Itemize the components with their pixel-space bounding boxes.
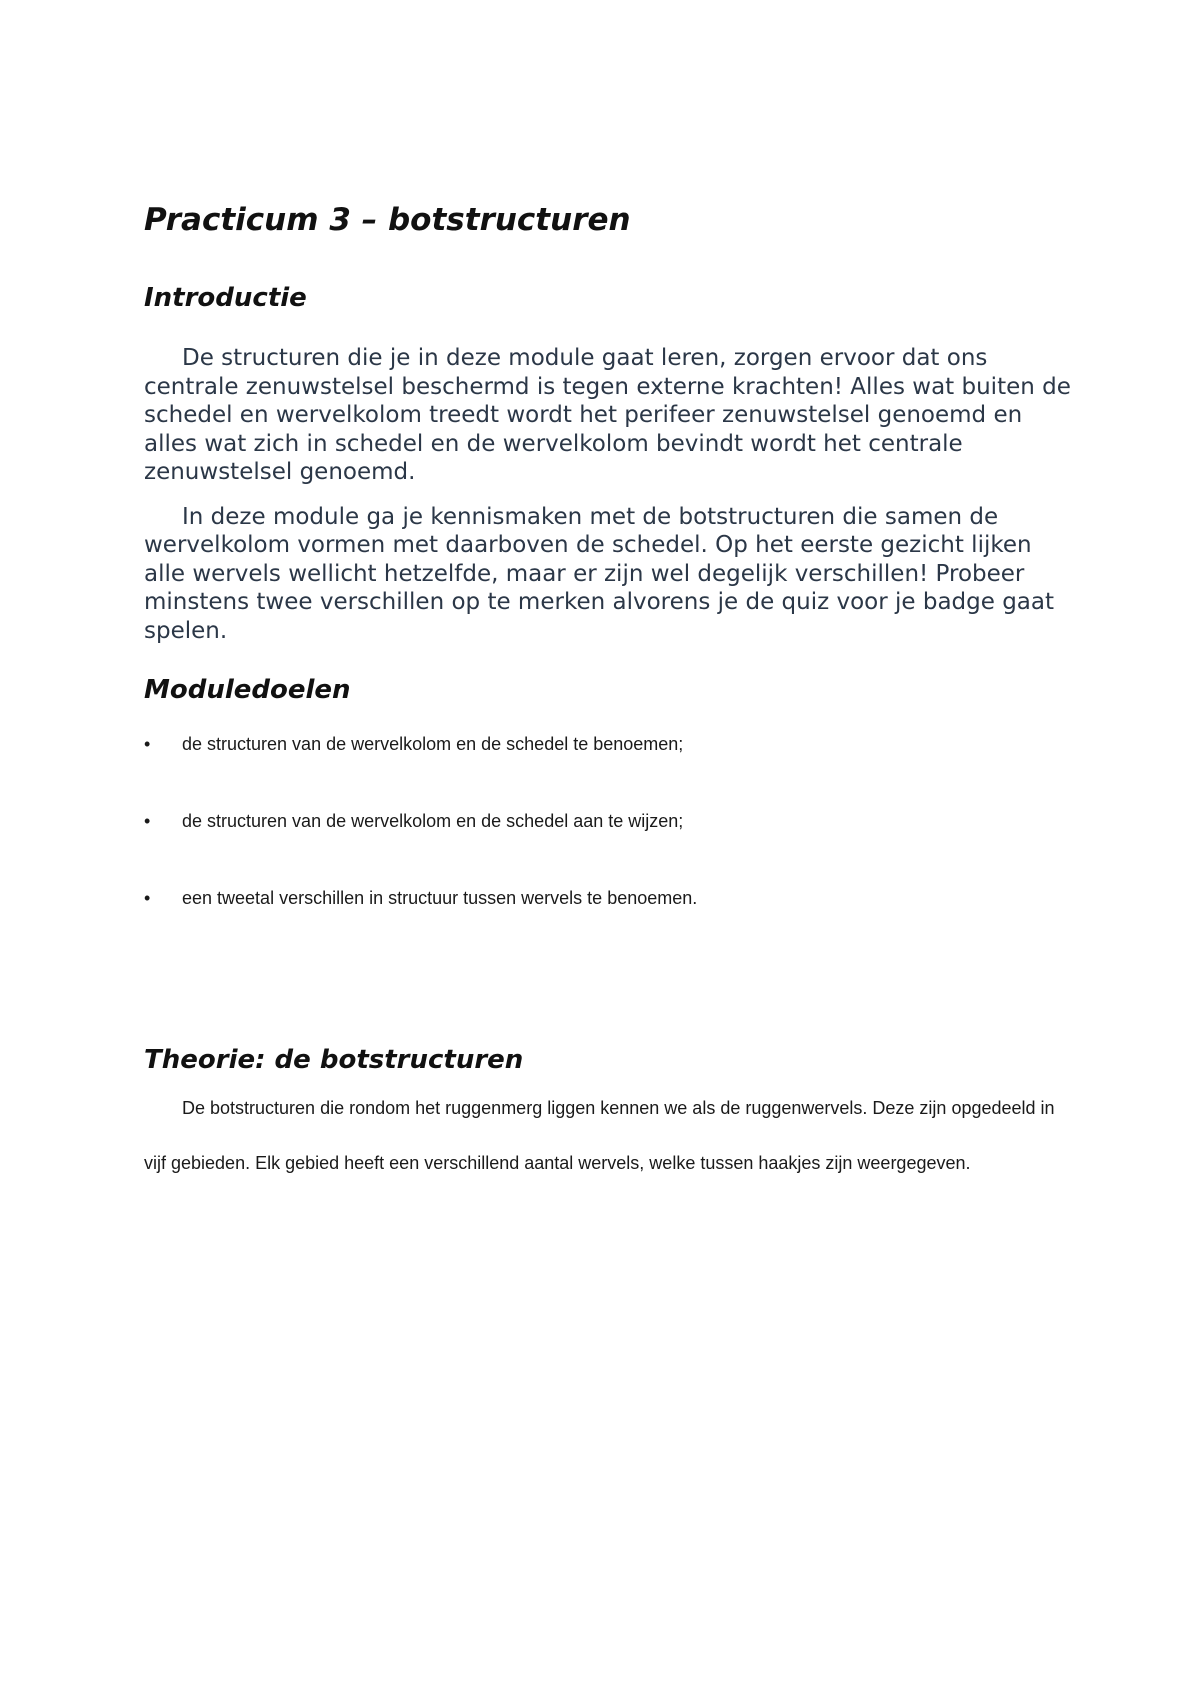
goal-item [144,887,1079,909]
introduction-heading: Introductie [144,283,307,313]
theory-paragraph: De botstructuren die rondom het ruggenmerg liggen kennen we als de ruggenwervels. Deze zijn opgedeeld in vijf gebieden. Elk gebied heeft een verschillend aantal wervels, welke tussen haakjes zijn weergegeven. [144,1098,1055,1173]
goal-item [144,810,1079,832]
goal-item [144,733,1079,755]
bullet-icon: • [144,811,151,831]
document-body [144,200,1079,1191]
bullet-icon: • [144,888,151,908]
goal-text: de structuren van de wervelkolom en de schedel aan te wijzen; [182,811,684,831]
bullet-icon: • [144,734,151,754]
goal-text: de structuren van de wervelkolom en de schedel te benoemen; [182,734,684,754]
document-title: Practicum 3 – botstructuren [144,202,631,238]
introduction-paragraph: De structuren die je in deze module gaat leren, zorgen ervoor dat ons centrale zenuwstelsel beschermd is tegen externe krachten! Alles wat buiten de schedel en wervelkolom treedt wordt het perifeer zenuwstelsel genoemd en alles wat zich in schedel en de wervelkolom bevindt wordt het centrale zenuwstelsel genoemd. [144,345,1071,485]
theory-heading: Theorie: de botstructuren [144,1045,524,1075]
goals-heading: Moduledoelen [144,675,351,705]
goal-text: een tweetal verschillen in structuur tussen wervels te benoemen. [182,888,698,908]
goals-list [144,733,1079,909]
introduction-paragraph: In deze module ga je kennismaken met de botstructuren die samen de wervelkolom vormen met daarboven de schedel. Op het eerste gezicht lijken alle wervels wellicht hetzelfde, maar er zijn wel degelijk verschillen! Probeer minstens twee verschillen op te merken alvorens je de quiz voor je badge gaat spelen. [144,503,1055,644]
